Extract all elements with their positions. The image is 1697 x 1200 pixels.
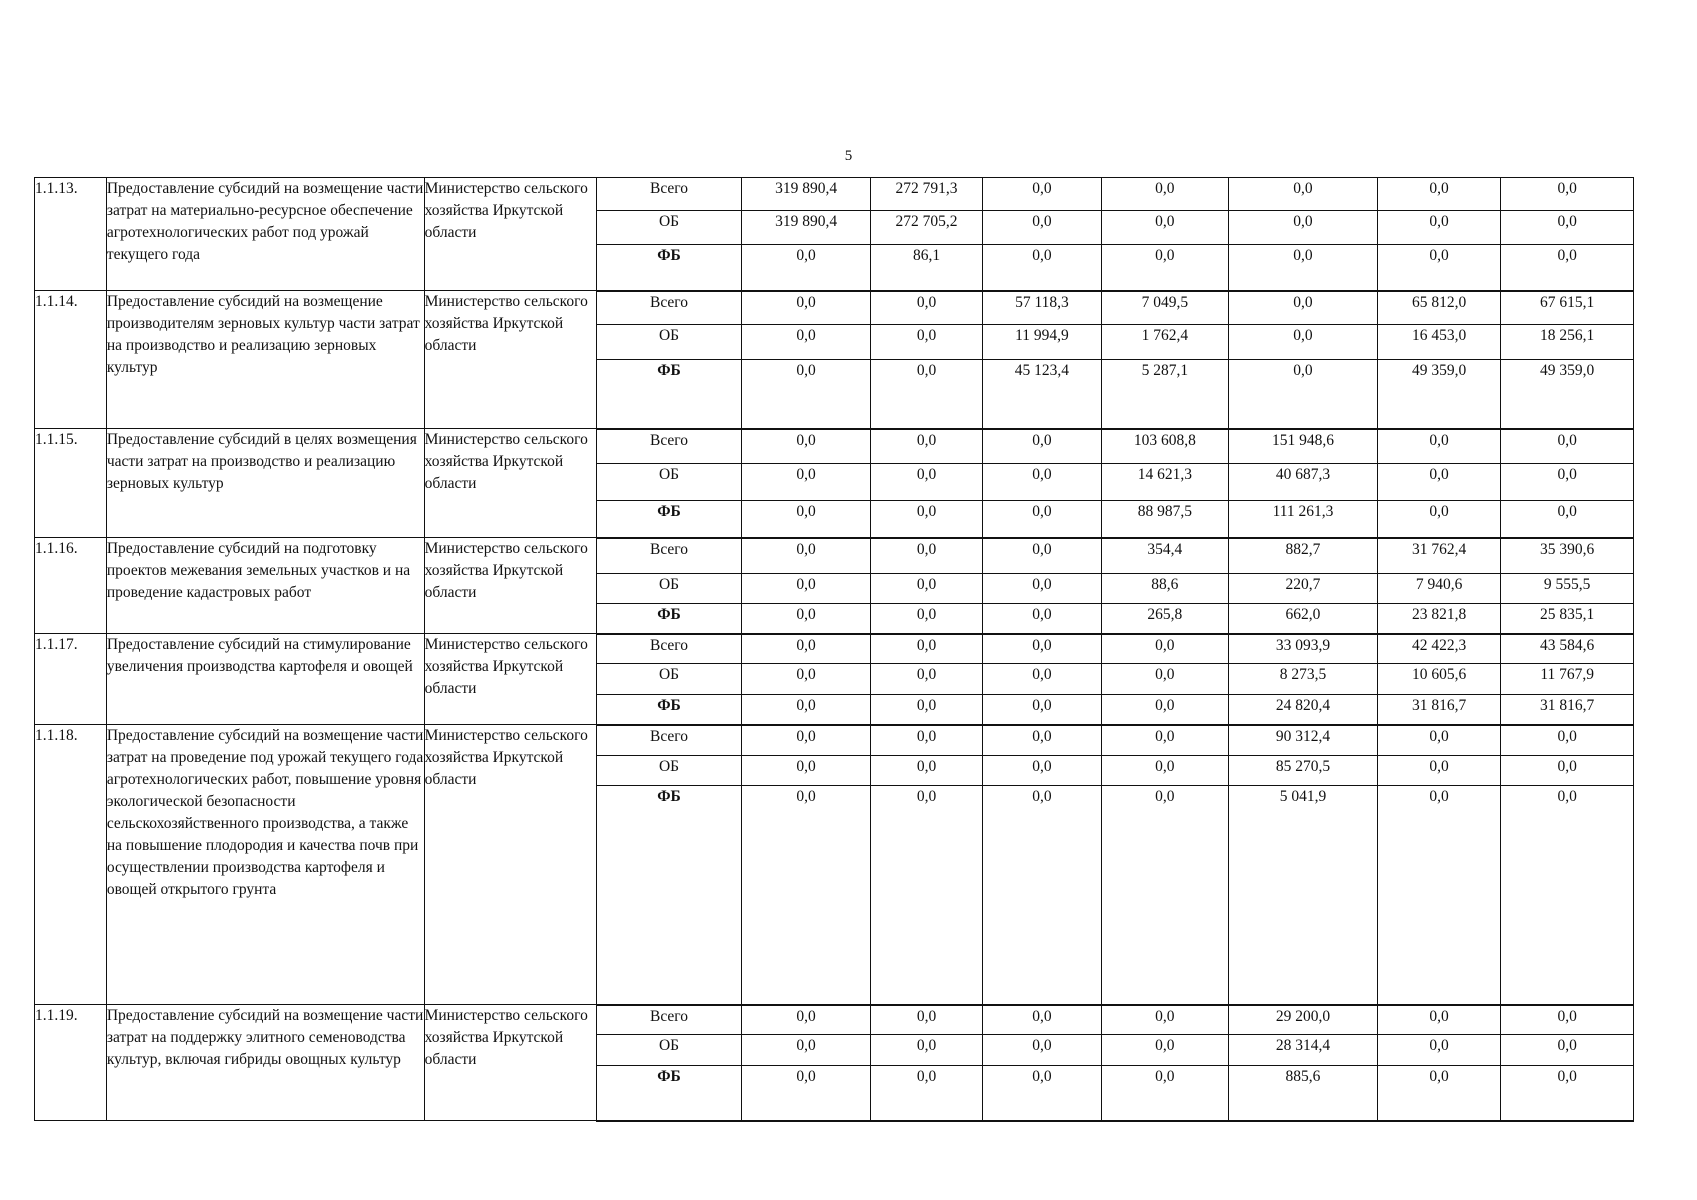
funding-source: ОБ (596, 1035, 742, 1066)
value-cell: 0,0 (742, 756, 871, 786)
value-cell: 49 359,0 (1377, 360, 1500, 429)
value-cell: 0,0 (742, 464, 871, 501)
value-cell: 0,0 (742, 786, 871, 1005)
value-cell: 0,0 (983, 429, 1101, 464)
value-cell: 0,0 (870, 725, 982, 756)
value-cell: 11 994,9 (983, 325, 1101, 360)
value-cell: 0,0 (742, 245, 871, 291)
value-cell: 0,0 (983, 464, 1101, 501)
value-cell: 0,0 (1501, 756, 1634, 786)
value-cell: 0,0 (742, 429, 871, 464)
value-cell: 0,0 (870, 538, 982, 574)
value-cell: 0,0 (742, 1035, 871, 1066)
value-cell: 0,0 (1377, 501, 1500, 538)
value-cell: 0,0 (870, 429, 982, 464)
row-number: 1.1.13. (35, 178, 107, 291)
value-cell: 662,0 (1229, 604, 1378, 634)
value-cell: 0,0 (1229, 211, 1378, 245)
value-cell: 0,0 (983, 574, 1101, 604)
executor: Министерство сельского хозяйства Иркутской области (424, 725, 596, 1005)
value-cell: 7 940,6 (1377, 574, 1500, 604)
funding-source: ФБ (596, 245, 742, 291)
value-cell: 0,0 (1229, 245, 1378, 291)
measure-name: Предоставление субсидий на подготовку проектов межевания земельных участков и на проведение кадастровых работ (106, 538, 424, 634)
value-cell: 0,0 (983, 604, 1101, 634)
measure-name: Предоставление субсидий в целях возмещения части затрат на производство и реализацию зерновых культур (106, 429, 424, 538)
value-cell: 0,0 (983, 634, 1101, 664)
value-cell: 0,0 (742, 360, 871, 429)
row-number: 1.1.17. (35, 634, 107, 725)
value-cell: 0,0 (1101, 1035, 1229, 1066)
value-cell: 0,0 (1377, 1005, 1500, 1035)
value-cell: 0,0 (1101, 1005, 1229, 1035)
value-cell: 0,0 (983, 664, 1101, 695)
value-cell: 0,0 (742, 634, 871, 664)
value-cell: 43 584,6 (1501, 634, 1634, 664)
value-cell: 0,0 (870, 756, 982, 786)
funding-source: Всего (596, 429, 742, 464)
funding-source: ОБ (596, 464, 742, 501)
funding-source: Всего (596, 178, 742, 211)
value-cell: 0,0 (983, 1066, 1101, 1121)
value-cell: 0,0 (1377, 178, 1500, 211)
value-cell: 24 820,4 (1229, 695, 1378, 725)
funding-source: ОБ (596, 574, 742, 604)
funding-source: ФБ (596, 360, 742, 429)
executor: Министерство сельского хозяйства Иркутской области (424, 178, 596, 291)
table-row (35, 634, 1634, 664)
value-cell: 0,0 (983, 211, 1101, 245)
value-cell: 0,0 (1377, 429, 1500, 464)
value-cell: 0,0 (983, 1035, 1101, 1066)
value-cell: 0,0 (742, 725, 871, 756)
value-cell: 28 314,4 (1229, 1035, 1378, 1066)
value-cell: 0,0 (983, 786, 1101, 1005)
value-cell: 0,0 (1501, 245, 1634, 291)
funding-source: ФБ (596, 695, 742, 725)
funding-source: ОБ (596, 325, 742, 360)
value-cell: 0,0 (870, 786, 982, 1005)
value-cell: 0,0 (742, 1005, 871, 1035)
value-cell: 18 256,1 (1501, 325, 1634, 360)
funding-source: Всего (596, 725, 742, 756)
value-cell: 40 687,3 (1229, 464, 1378, 501)
funding-source: ОБ (596, 756, 742, 786)
page-number: 5 (844, 148, 853, 164)
value-cell: 0,0 (870, 1005, 982, 1035)
value-cell: 0,0 (1101, 211, 1229, 245)
value-cell: 0,0 (1101, 695, 1229, 725)
value-cell: 1 762,4 (1101, 325, 1229, 360)
value-cell: 65 812,0 (1377, 291, 1500, 325)
value-cell: 0,0 (742, 538, 871, 574)
measure-name: Предоставление субсидий на возмещение производителям зерновых культур части затрат на производство и реализацию зерновых культур (106, 291, 424, 429)
funding-source: Всего (596, 634, 742, 664)
value-cell: 25 835,1 (1501, 604, 1634, 634)
value-cell: 0,0 (870, 664, 982, 695)
value-cell: 0,0 (1101, 725, 1229, 756)
table-row (35, 178, 1634, 211)
value-cell: 0,0 (870, 1066, 982, 1121)
value-cell: 0,0 (1501, 1035, 1634, 1066)
value-cell: 103 608,8 (1101, 429, 1229, 464)
executor: Министерство сельского хозяйства Иркутской области (424, 538, 596, 634)
value-cell: 0,0 (870, 360, 982, 429)
executor: Министерство сельского хозяйства Иркутской области (424, 634, 596, 725)
table-row (35, 538, 1634, 574)
executor: Министерство сельского хозяйства Иркутской области (424, 1005, 596, 1121)
measure-name: Предоставление субсидий на стимулирование увеличения производства картофеля и овощей (106, 634, 424, 725)
value-cell: 0,0 (983, 756, 1101, 786)
value-cell: 151 948,6 (1229, 429, 1378, 464)
value-cell: 0,0 (1501, 429, 1634, 464)
value-cell: 42 422,3 (1377, 634, 1500, 664)
row-number: 1.1.18. (35, 725, 107, 1005)
value-cell: 0,0 (1101, 178, 1229, 211)
value-cell: 0,0 (1229, 360, 1378, 429)
value-cell: 0,0 (1377, 786, 1500, 1005)
executor: Министерство сельского хозяйства Иркутской области (424, 291, 596, 429)
value-cell: 0,0 (1101, 786, 1229, 1005)
value-cell: 220,7 (1229, 574, 1378, 604)
measure-name: Предоставление субсидий на возмещение части затрат на поддержку элитного семеноводства культур, включая гибриды овощных культур (106, 1005, 424, 1121)
value-cell: 9 555,5 (1501, 574, 1634, 604)
value-cell: 0,0 (742, 501, 871, 538)
value-cell: 0,0 (870, 604, 982, 634)
value-cell: 319 890,4 (742, 211, 871, 245)
value-cell: 0,0 (1101, 664, 1229, 695)
subsidy-table (34, 177, 1634, 1122)
value-cell: 5 287,1 (1101, 360, 1229, 429)
funding-source: ОБ (596, 211, 742, 245)
value-cell: 0,0 (1377, 245, 1500, 291)
value-cell: 0,0 (1229, 325, 1378, 360)
value-cell: 11 767,9 (1501, 664, 1634, 695)
value-cell: 88,6 (1101, 574, 1229, 604)
value-cell: 0,0 (1229, 291, 1378, 325)
table-row (35, 1005, 1634, 1035)
value-cell: 0,0 (1501, 178, 1634, 211)
value-cell: 319 890,4 (742, 178, 871, 211)
value-cell: 0,0 (1377, 1035, 1500, 1066)
row-number: 1.1.14. (35, 291, 107, 429)
value-cell: 0,0 (1101, 1066, 1229, 1121)
value-cell: 882,7 (1229, 538, 1378, 574)
measure-name: Предоставление субсидий на возмещение части затрат на материально-ресурсное обеспечение агротехнологических работ под урожай текущего года (106, 178, 424, 291)
value-cell: 0,0 (1501, 725, 1634, 756)
value-cell: 0,0 (742, 1066, 871, 1121)
value-cell: 0,0 (870, 574, 982, 604)
value-cell: 67 615,1 (1501, 291, 1634, 325)
value-cell: 10 605,6 (1377, 664, 1500, 695)
value-cell: 0,0 (1377, 464, 1500, 501)
table-body (35, 178, 1634, 1121)
value-cell: 885,6 (1229, 1066, 1378, 1121)
value-cell: 0,0 (742, 695, 871, 725)
value-cell: 0,0 (1101, 634, 1229, 664)
value-cell: 23 821,8 (1377, 604, 1500, 634)
value-cell: 0,0 (1377, 756, 1500, 786)
value-cell: 0,0 (870, 501, 982, 538)
funding-source: ФБ (596, 786, 742, 1005)
row-number: 1.1.16. (35, 538, 107, 634)
value-cell: 0,0 (870, 1035, 982, 1066)
value-cell: 8 273,5 (1229, 664, 1378, 695)
value-cell: 272 705,2 (870, 211, 982, 245)
value-cell: 0,0 (870, 634, 982, 664)
value-cell: 0,0 (1501, 1005, 1634, 1035)
value-cell: 272 791,3 (870, 178, 982, 211)
value-cell: 0,0 (1229, 178, 1378, 211)
value-cell: 0,0 (983, 538, 1101, 574)
table-row (35, 291, 1634, 325)
value-cell: 354,4 (1101, 538, 1229, 574)
value-cell: 0,0 (983, 1005, 1101, 1035)
value-cell: 0,0 (1501, 1066, 1634, 1121)
value-cell: 86,1 (870, 245, 982, 291)
value-cell: 0,0 (1501, 786, 1634, 1005)
value-cell: 0,0 (983, 501, 1101, 538)
executor: Министерство сельского хозяйства Иркутской области (424, 429, 596, 538)
value-cell: 0,0 (870, 464, 982, 501)
value-cell: 29 200,0 (1229, 1005, 1378, 1035)
value-cell: 90 312,4 (1229, 725, 1378, 756)
row-number: 1.1.15. (35, 429, 107, 538)
value-cell: 88 987,5 (1101, 501, 1229, 538)
value-cell: 45 123,4 (983, 360, 1101, 429)
funding-source: ФБ (596, 501, 742, 538)
value-cell: 49 359,0 (1501, 360, 1634, 429)
value-cell: 0,0 (870, 291, 982, 325)
value-cell: 0,0 (742, 291, 871, 325)
value-cell: 5 041,9 (1229, 786, 1378, 1005)
value-cell: 0,0 (1377, 725, 1500, 756)
value-cell: 31 816,7 (1377, 695, 1500, 725)
value-cell: 0,0 (1501, 464, 1634, 501)
value-cell: 0,0 (1101, 245, 1229, 291)
value-cell: 0,0 (1501, 211, 1634, 245)
value-cell: 85 270,5 (1229, 756, 1378, 786)
value-cell: 0,0 (870, 325, 982, 360)
value-cell: 0,0 (983, 245, 1101, 291)
value-cell: 111 261,3 (1229, 501, 1378, 538)
value-cell: 265,8 (1101, 604, 1229, 634)
value-cell: 0,0 (983, 725, 1101, 756)
value-cell: 0,0 (742, 574, 871, 604)
value-cell: 0,0 (1501, 501, 1634, 538)
funding-source: Всего (596, 291, 742, 325)
value-cell: 0,0 (983, 695, 1101, 725)
measure-name: Предоставление субсидий на возмещение части затрат на проведение под урожай текущего года агротехнологических работ, повышение уровня экологической безопасности сельскохозяйственного производства, а также на повышение плодородия и качества почв при осуществлении производства картофеля и овощей открытого грунта (106, 725, 424, 1005)
value-cell: 0,0 (1377, 211, 1500, 245)
value-cell: 0,0 (1101, 756, 1229, 786)
funding-source: ФБ (596, 604, 742, 634)
funding-source: ФБ (596, 1066, 742, 1121)
value-cell: 0,0 (983, 178, 1101, 211)
value-cell: 31 762,4 (1377, 538, 1500, 574)
table-row (35, 429, 1634, 464)
value-cell: 16 453,0 (1377, 325, 1500, 360)
value-cell: 0,0 (742, 325, 871, 360)
table-row (35, 725, 1634, 756)
value-cell: 0,0 (1377, 1066, 1500, 1121)
funding-source: Всего (596, 1005, 742, 1035)
value-cell: 35 390,6 (1501, 538, 1634, 574)
value-cell: 7 049,5 (1101, 291, 1229, 325)
funding-source: Всего (596, 538, 742, 574)
funding-source: ОБ (596, 664, 742, 695)
row-number: 1.1.19. (35, 1005, 107, 1121)
value-cell: 14 621,3 (1101, 464, 1229, 501)
value-cell: 0,0 (870, 695, 982, 725)
value-cell: 33 093,9 (1229, 634, 1378, 664)
value-cell: 57 118,3 (983, 291, 1101, 325)
value-cell: 0,0 (742, 604, 871, 634)
value-cell: 0,0 (742, 664, 871, 695)
value-cell: 31 816,7 (1501, 695, 1634, 725)
